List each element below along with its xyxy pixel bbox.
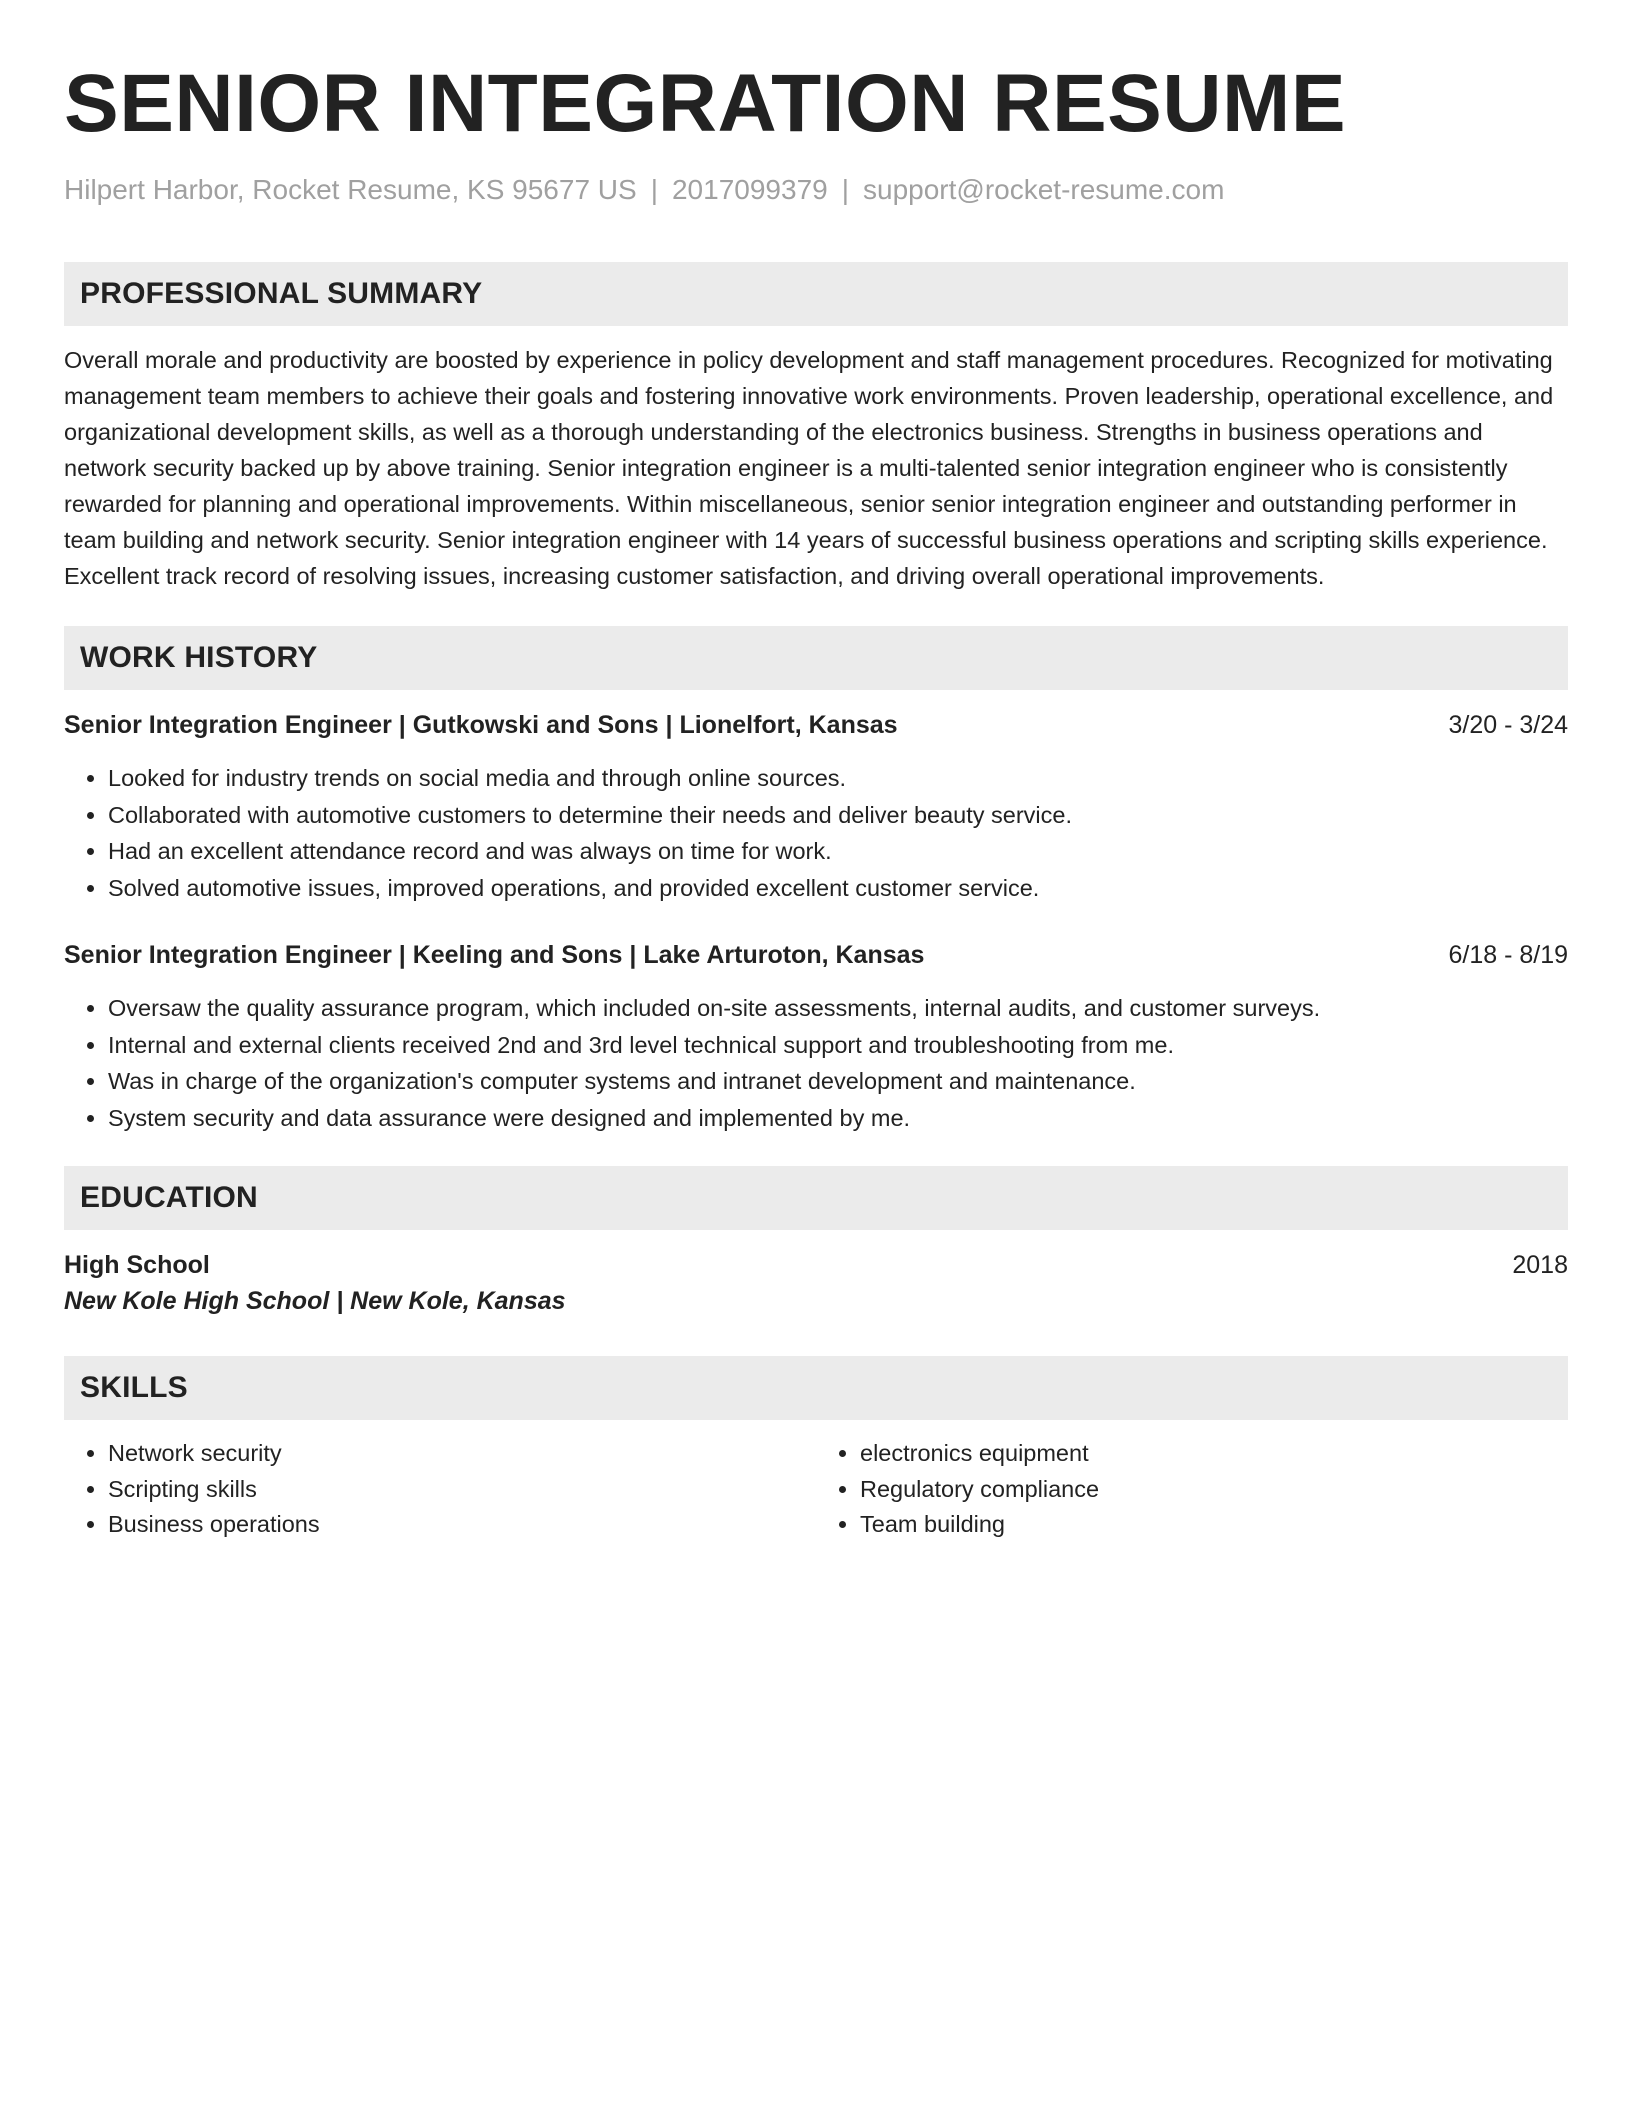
resume-title: SENIOR INTEGRATION RESUME bbox=[64, 58, 1347, 149]
job-bullet: • Solved automotive issues, improved operations, and provided excellent customer service. bbox=[108, 870, 1568, 907]
job-bullet-list bbox=[64, 760, 1568, 906]
job-header bbox=[64, 708, 1568, 742]
skill-item: • Scripting skills bbox=[108, 1472, 816, 1508]
job-entry bbox=[64, 938, 1568, 1136]
job-entry bbox=[64, 708, 1568, 906]
skills-column-right bbox=[816, 1436, 1568, 1543]
education-header bbox=[64, 1248, 1568, 1282]
job-title: Senior Integration Engineer | Gutkowski and Sons | Lionelfort, Kansas bbox=[64, 711, 898, 739]
skill-item: • Business operations bbox=[108, 1507, 816, 1543]
job-dates: 3/20 - 3/24 bbox=[1448, 711, 1568, 739]
education-school: New Kole High School | New Kole, Kansas bbox=[64, 1287, 566, 1315]
section-heading-summary: PROFESSIONAL SUMMARY bbox=[64, 262, 1568, 326]
skill-item: • electronics equipment bbox=[860, 1436, 1568, 1472]
contact-phone: 2017099379 bbox=[671, 174, 828, 205]
skill-item: • Regulatory compliance bbox=[860, 1472, 1568, 1508]
skills-list bbox=[64, 1436, 816, 1543]
job-title: Senior Integration Engineer | Keeling and Sons | Lake Arturoton, Kansas bbox=[64, 941, 925, 969]
skill-item: • Team building bbox=[860, 1507, 1568, 1543]
job-dates: 6/18 - 8/19 bbox=[1448, 941, 1568, 969]
skills-list bbox=[816, 1436, 1568, 1543]
skills-column-left bbox=[64, 1436, 816, 1543]
contact-separator: | bbox=[841, 174, 849, 205]
job-bullet: • Oversaw the quality assurance program, which included on-site assessments, internal audits, and customer surveys. bbox=[108, 990, 1568, 1027]
contact-separator: | bbox=[650, 174, 658, 205]
job-bullet: • Had an excellent attendance record and was always on time for work. bbox=[108, 833, 1568, 870]
skill-item: • Network security bbox=[108, 1436, 816, 1472]
job-header bbox=[64, 938, 1568, 972]
section-heading-education: EDUCATION bbox=[64, 1166, 1568, 1230]
job-bullet: • System security and data assurance were designed and implemented by me. bbox=[108, 1100, 1568, 1137]
job-bullet-list bbox=[64, 990, 1568, 1136]
skills-grid bbox=[64, 1436, 1568, 1543]
education-degree: High School bbox=[64, 1251, 210, 1279]
section-heading-skills: SKILLS bbox=[64, 1356, 1568, 1420]
job-bullet: • Was in charge of the organization's computer systems and intranet development and maintenance. bbox=[108, 1063, 1568, 1100]
education-year: 2018 bbox=[1512, 1251, 1568, 1279]
contact-email: support@rocket-resume.com bbox=[863, 174, 1225, 205]
contact-address: Hilpert Harbor, Rocket Resume, KS 95677 US bbox=[64, 174, 637, 205]
job-bullet: • Internal and external clients received 2nd and 3rd level technical support and troubleshooting from me. bbox=[108, 1027, 1568, 1064]
job-bullet: • Looked for industry trends on social media and through online sources. bbox=[108, 760, 1568, 797]
section-heading-work-history: WORK HISTORY bbox=[64, 626, 1568, 690]
summary-paragraph: Overall morale and productivity are boosted by experience in policy development and staff management procedures. Recognized for motivating management team members to achieve their goals and fostering innovative work environments. Proven leadership, operational excellence, and organizational development skills, as well as a thorough understanding of the electronics business. Strengths in business operations and network security backed up by above training. Senior integration engineer is a multi-talented senior integration engineer who is consistently rewarded for planning and operational improvements. Within miscellaneous, senior senior integration engineer and outstanding performer in team building and network security. Senior integration engineer with 14 years of successful business operations and scripting skills experience. Excellent track record of resolving issues, increasing customer satisfaction, and driving overall operational improvements. bbox=[64, 347, 1554, 589]
contact-line bbox=[64, 172, 1568, 208]
job-bullet: • Collaborated with automotive customers to determine their needs and deliver beauty service. bbox=[108, 797, 1568, 834]
